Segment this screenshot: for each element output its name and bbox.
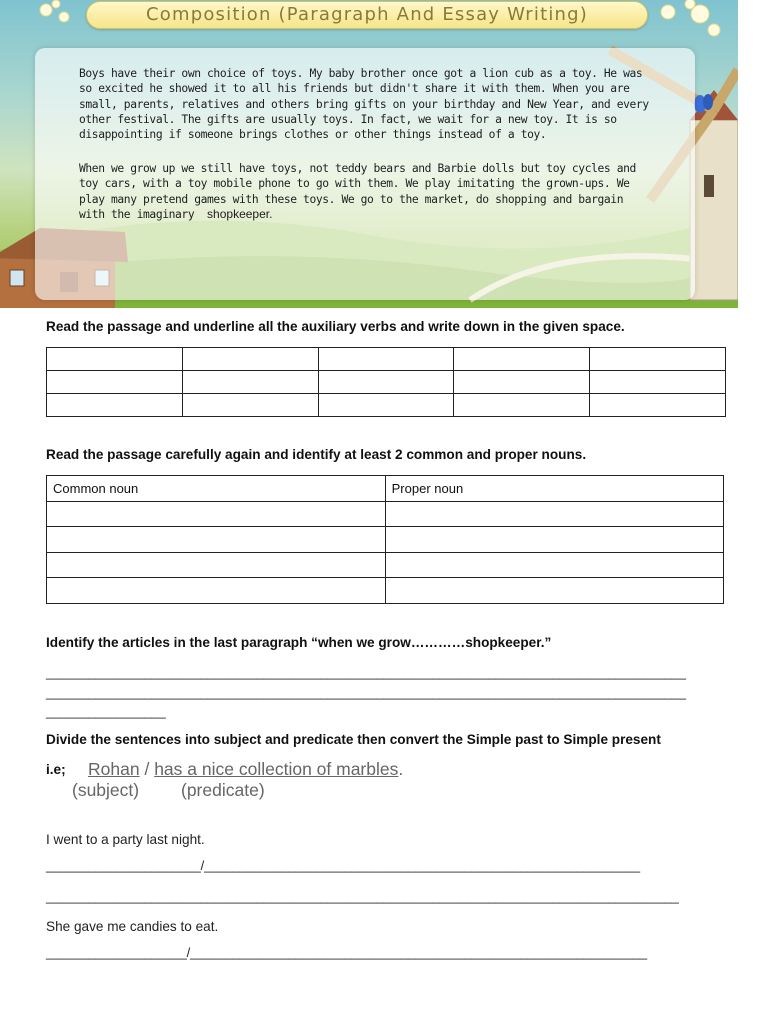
table-row <box>47 394 726 417</box>
sentence-1: I went to a party last night. <box>46 832 205 847</box>
predicate-label: (predicate) <box>181 780 265 800</box>
flowers-decoration-left <box>40 0 69 22</box>
answer-cell[interactable] <box>590 348 726 371</box>
answer-line[interactable]: ___________________________________________________________________________________________ <box>46 685 686 700</box>
header-common-noun: Common noun <box>47 476 386 502</box>
answer-cell[interactable] <box>47 348 183 371</box>
question-auxiliary-verbs: Read the passage and underline all the auxiliary verbs and write down in the given space. <box>46 319 625 334</box>
auxiliary-verbs-table <box>46 347 726 417</box>
answer-cell[interactable] <box>454 371 590 394</box>
answer-line[interactable]: _________________ <box>46 704 166 719</box>
question-subject-predicate: Divide the sentences into subject and predicate then convert the Simple past to Simple present <box>46 732 661 747</box>
answer-cell[interactable] <box>385 552 723 578</box>
answer-cell[interactable] <box>47 578 386 604</box>
answer-cell[interactable] <box>182 348 318 371</box>
header-proper-noun: Proper noun <box>385 476 723 502</box>
example-end: . <box>398 759 404 779</box>
passage-paragraph-2 <box>79 161 649 222</box>
table-header-row <box>47 476 724 502</box>
table-row <box>47 501 724 527</box>
answer-cell[interactable] <box>47 527 386 553</box>
answer-cell[interactable] <box>385 501 723 527</box>
example-prefix: i.e; <box>46 762 66 777</box>
passage-card <box>35 48 695 300</box>
example-predicate: has a nice collection of marbles <box>154 759 399 779</box>
answer-cell[interactable] <box>318 394 454 417</box>
answer-cell[interactable] <box>182 394 318 417</box>
answer-cell[interactable] <box>454 348 590 371</box>
answer-cell[interactable] <box>590 371 726 394</box>
passage-last-word: shopkeeper. <box>207 206 273 221</box>
example-separator: / <box>144 759 150 779</box>
answer-cell[interactable] <box>385 578 723 604</box>
table-row <box>47 552 724 578</box>
answer-cell[interactable] <box>47 501 386 527</box>
example-sentence <box>88 759 403 780</box>
table-row <box>47 578 724 604</box>
table-row <box>47 348 726 371</box>
answer-cell[interactable] <box>47 371 183 394</box>
subject-label: (subject) <box>72 780 140 800</box>
sentence-2: She gave me candies to eat. <box>46 919 219 934</box>
answer-cell[interactable] <box>182 371 318 394</box>
header-illustration <box>0 0 738 308</box>
table-row <box>47 527 724 553</box>
answer-cell[interactable] <box>385 527 723 553</box>
question-nouns: Read the passage carefully again and identify at least 2 common and proper nouns. <box>46 447 587 462</box>
answer-cell[interactable] <box>318 371 454 394</box>
answer-cell[interactable] <box>590 394 726 417</box>
table-row <box>47 371 726 394</box>
passage-paragraph-1: Boys have their own choice of toys. My baby brother once got a lion cub as a toy. He was so excited he showed it to all his friends but didn't share it with them. When you are small, parents, relatives and others bring gifts on your birthday and New Year, and every other festival. The gifts are usually toys. In fact, we wait for a new toy. It is so disappointing if someone brings clothes or other things instead of a toy. <box>79 67 649 142</box>
answer-cell[interactable] <box>318 348 454 371</box>
nouns-table <box>46 475 724 604</box>
answer-cell[interactable] <box>47 552 386 578</box>
passage-paragraph-2-text: When we grow up we still have toys, not teddy bears and Barbie dolls but toy cycles and toy cars, with a toy mobile phone to go with them. We play imitating the grown-ups. We play many pretend games with these toys. We go to the market, do shopping and bargain with the imaginary <box>79 162 636 221</box>
answer-cell[interactable] <box>47 394 183 417</box>
answer-line-split[interactable]: ______________________/______________________________________________________________ <box>46 858 640 873</box>
answer-line-split[interactable]: ____________________/_________________________________________________________________ <box>46 945 647 960</box>
answer-cell[interactable] <box>454 394 590 417</box>
answer-line[interactable]: ___________________________________________________________________________________________ <box>46 665 686 680</box>
flowers-decoration-right <box>661 0 720 36</box>
example-subject: Rohan <box>88 759 140 779</box>
question-articles: Identify the articles in the last paragraph “when we grow…………shopkeeper.” <box>46 635 552 650</box>
worksheet-title: Composition (Paragraph And Essay Writing) <box>86 1 648 29</box>
answer-line[interactable]: __________________________________________________________________________________________ <box>46 889 679 904</box>
